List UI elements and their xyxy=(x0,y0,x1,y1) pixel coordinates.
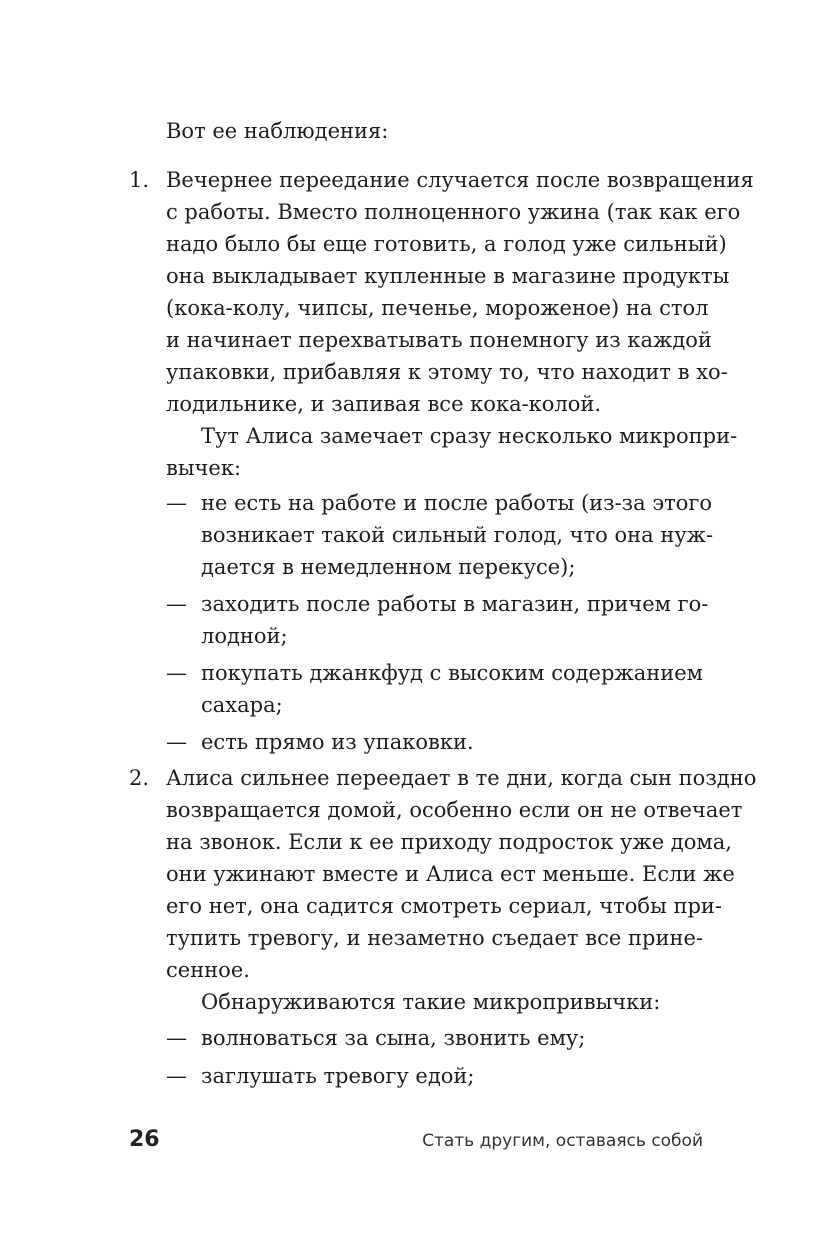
page-number: 26 xyxy=(129,1127,160,1152)
item1-line-3: надо было бы еще готовить, а голод уже сильный) xyxy=(166,232,727,256)
item2-line-2: возвращается домой, особенно если он не отвечает xyxy=(166,798,743,822)
bullet-dash: — xyxy=(166,592,187,616)
item1-line-8: лодильнике, и запивая все кока-колой. xyxy=(166,392,602,416)
bullet4-line-1: есть прямо из упаковки. xyxy=(201,730,474,754)
list-number-1: 1. xyxy=(129,168,150,192)
bullet3-line-2: сахара; xyxy=(201,693,283,717)
item2-bullet2: заглушать тревогу едой; xyxy=(201,1064,475,1088)
item2-line-6: тупить тревогу, и незаметно съедает все прине- xyxy=(166,926,703,950)
item2-line-5: его нет, она садится смотреть сериал, чтобы при- xyxy=(166,894,722,918)
list-number-2: 2. xyxy=(129,766,150,790)
intro-text: Вот ее наблюдения: xyxy=(166,119,389,143)
bullet-dash: — xyxy=(166,730,187,754)
bullet-dash: — xyxy=(166,1026,187,1050)
item1-sub-line-2: вычек: xyxy=(166,456,242,480)
item2-bullet1: волноваться за сына, звонить ему; xyxy=(201,1026,586,1050)
item2-line-1: Алиса сильнее переедает в те дни, когда сын поздно xyxy=(166,766,757,790)
item1-line-4: она выкладывает купленные в магазине продукты xyxy=(166,264,730,288)
item1-sub-line-1: Тут Алиса замечает сразу несколько микропри- xyxy=(201,424,738,448)
bullet-dash: — xyxy=(166,661,187,685)
bullet2-line-2: лодной; xyxy=(201,624,288,648)
item1-line-6: и начинает перехватывать понемногу из каждой xyxy=(166,328,712,352)
item1-line-7: упаковки, прибавляя к этому то, что находит в хо- xyxy=(166,360,728,384)
bullet3-line-1: покупать джанкфуд с высоким содержанием xyxy=(201,661,703,685)
item2-line-4: они ужинают вместе и Алиса ест меньше. Если же xyxy=(166,862,735,886)
item1-line-1: Вечернее переедание случается после возвращения xyxy=(166,168,754,192)
item1-line-5: (кока-колу, чипсы, печенье, мороженое) на стол xyxy=(166,296,709,320)
bullet-dash: — xyxy=(166,491,187,515)
item2-sub-line: Обнаруживаются такие микропривычки: xyxy=(201,990,661,1014)
bullet1-line-1: не есть на работе и после работы (из-за этого xyxy=(201,491,713,515)
item2-line-3: на звонок. Если к ее приходу подросток уже дома, xyxy=(166,830,732,854)
bullet1-line-2: возникает такой сильный голод, что она нуж- xyxy=(201,523,714,547)
item1-line-2: с работы. Вместо полноценного ужина (так как его xyxy=(166,200,741,224)
bullet2-line-1: заходить после работы в магазин, причем го- xyxy=(201,592,709,616)
bullet1-line-3: дается в немедленном перекусе); xyxy=(201,555,576,579)
bullet-dash: — xyxy=(166,1064,187,1088)
item2-line-7: сенное. xyxy=(166,958,250,982)
running-footer-title: Стать другим, оставаясь собой xyxy=(422,1131,703,1151)
